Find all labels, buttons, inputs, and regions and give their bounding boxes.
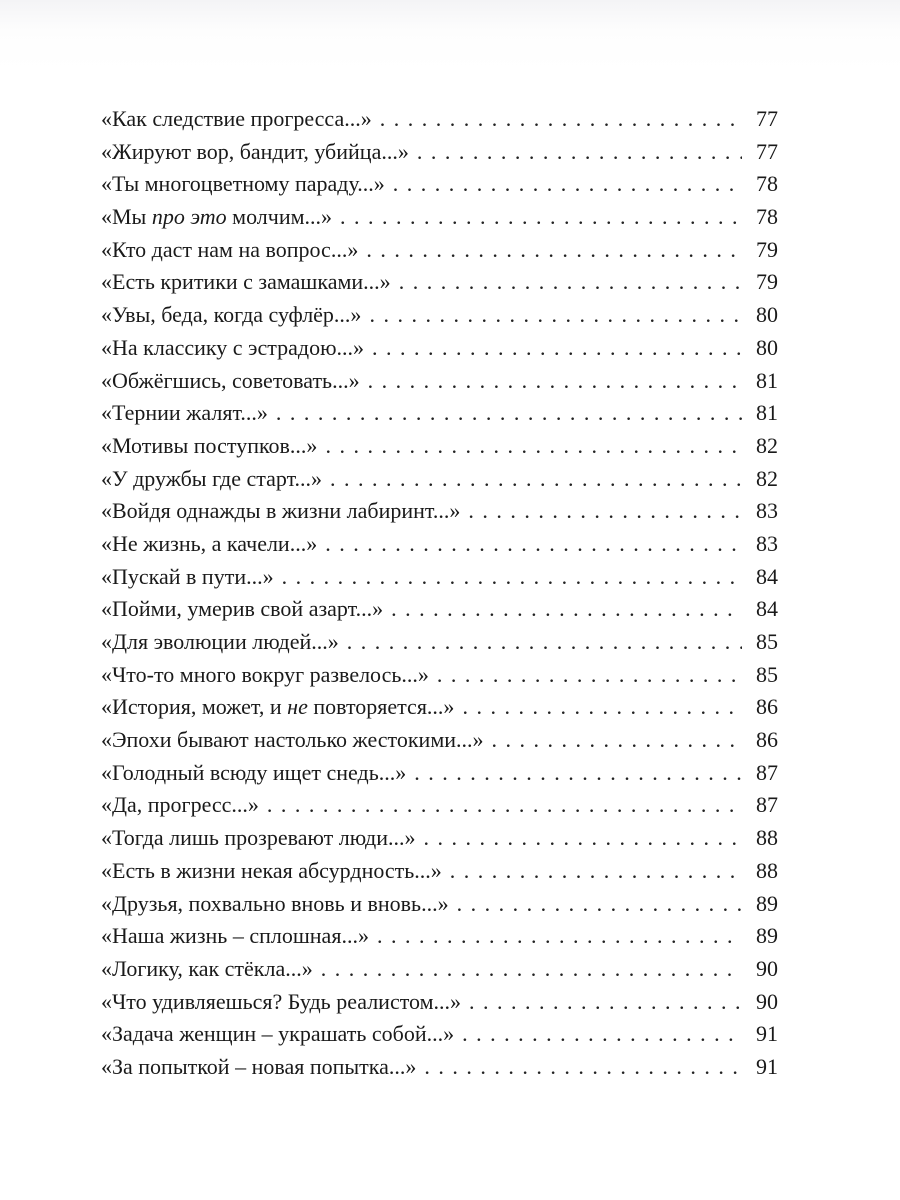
toc-entry-page: 79	[756, 236, 778, 262]
toc-title-part: молчим...»	[226, 204, 333, 230]
toc-entry-page: 89	[756, 890, 778, 916]
toc-entry-page: 87	[756, 759, 778, 785]
toc-entry-title: «Наша жизнь – сплошная...»	[101, 923, 369, 949]
toc-entry	[101, 593, 778, 626]
toc-leader-dots	[462, 691, 742, 724]
toc-entry-page: 84	[756, 596, 778, 622]
toc-entry	[101, 234, 778, 267]
toc-entry	[101, 397, 778, 430]
toc-entry-page: 85	[756, 629, 778, 654]
toc-entry-page: 90	[756, 955, 778, 981]
toc-entry	[101, 136, 778, 169]
toc-title-part: «История, может, и	[101, 694, 288, 720]
toc-leader-dots	[437, 659, 742, 692]
toc-entry-title: «У дружбы где старт...»	[101, 465, 323, 491]
toc-leader-dots	[267, 789, 742, 822]
toc-entry-title	[101, 201, 340, 234]
toc-entry	[101, 561, 778, 594]
toc-entry-title: «Войдя однажды в жизни лабиринт...»	[101, 498, 461, 524]
toc-entry-page: 83	[756, 530, 778, 556]
toc-entry-title: «Задача женщин – украшать собой...»	[101, 1021, 455, 1047]
toc-entry-title: «Есть критики с замашками...»	[101, 269, 391, 295]
toc-entry-title: «Да, прогресс...»	[101, 792, 259, 818]
toc-entry-title: «Мотивы поступков...»	[101, 432, 318, 458]
toc-entry-title: «Что-то много вокруг развелось...»	[101, 661, 429, 687]
toc-entry-page: 85	[756, 661, 778, 687]
toc-title-part: «Мы	[101, 204, 152, 230]
toc-entry	[101, 430, 778, 463]
toc-entry	[101, 789, 778, 822]
toc-entry	[101, 1018, 778, 1051]
toc-entry-page: 80	[756, 302, 778, 328]
toc-entry	[101, 724, 778, 757]
toc-title-emphasis: про это	[151, 204, 227, 230]
toc-entry-title: «Ты многоцветному параду...»	[101, 171, 385, 197]
toc-entry-title: «Тогда лишь прозревают люди...»	[101, 825, 416, 851]
toc-title-part: повторяется...»	[307, 694, 455, 720]
toc-entry	[101, 855, 778, 888]
toc-entry-page: 89	[756, 923, 778, 949]
toc-entry-title: «Голодный всюду ищет снедь...»	[101, 759, 407, 785]
toc-leader-dots	[377, 920, 742, 953]
toc-leader-dots	[369, 299, 742, 332]
toc-entry-page: 86	[756, 694, 778, 720]
toc-leader-dots	[340, 201, 742, 234]
toc-entry-title: «Пойми, умерив свой азарт...»	[101, 596, 384, 622]
toc-entry-title: «Пускай в пути...»	[101, 563, 274, 589]
toc-leader-dots	[372, 332, 742, 365]
toc-leader-dots	[492, 724, 742, 757]
toc-entry	[101, 986, 778, 1019]
toc-leader-dots	[368, 365, 742, 398]
toc-entry-page: 79	[756, 269, 778, 295]
toc-entry	[101, 168, 778, 201]
toc-entry-page: 77	[756, 106, 778, 131]
toc-entry	[101, 691, 778, 724]
toc-entry-page: 78	[756, 204, 778, 230]
toc-entry-page: 81	[756, 367, 778, 393]
toc-leader-dots	[282, 561, 742, 594]
toc-leader-dots	[347, 626, 742, 659]
toc-leader-dots	[330, 463, 742, 496]
toc-entry-title: «Эпохи бывают настолько жестокими...»	[101, 727, 484, 753]
toc-entry-title: «Для эволюции людей...»	[101, 629, 339, 654]
toc-leader-dots	[399, 266, 742, 299]
toc-entry-page: 80	[756, 334, 778, 360]
toc-entry-title	[101, 691, 462, 724]
toc-entry-title: «Логику, как стёкла...»	[101, 955, 313, 981]
toc-entry-page: 82	[756, 465, 778, 491]
toc-leader-dots	[417, 136, 742, 169]
toc-entry-title: «Есть в жизни некая абсурдность...»	[101, 857, 442, 883]
toc-entry	[101, 659, 778, 692]
toc-entry-page: 82	[756, 432, 778, 458]
toc-leader-dots	[468, 495, 742, 528]
table-of-contents	[101, 103, 778, 1084]
toc-entry	[101, 201, 778, 234]
toc-entry	[101, 953, 778, 986]
toc-leader-dots	[325, 528, 742, 561]
toc-entry-title: «Не жизнь, а качели...»	[101, 530, 318, 556]
toc-leader-dots	[462, 1018, 742, 1051]
toc-leader-dots	[414, 757, 742, 790]
toc-entry-page: 81	[756, 400, 778, 426]
toc-entry-page: 78	[756, 171, 778, 197]
toc-entry-title: «Обжёгшись, советовать...»	[101, 367, 360, 393]
toc-entry	[101, 528, 778, 561]
toc-entry-title: «Кто даст нам на вопрос...»	[101, 236, 359, 262]
toc-leader-dots	[424, 822, 742, 855]
toc-entry-page: 84	[756, 563, 778, 589]
toc-entry-page: 91	[756, 1053, 778, 1079]
toc-entry	[101, 1051, 778, 1084]
toc-leader-dots	[469, 986, 742, 1019]
toc-entry	[101, 266, 778, 299]
toc-entry	[101, 822, 778, 855]
toc-leader-dots	[325, 430, 742, 463]
toc-entry	[101, 888, 778, 921]
toc-entry-title: «Жируют вор, бандит, убийца...»	[101, 138, 409, 164]
toc-entry	[101, 365, 778, 398]
toc-leader-dots	[457, 888, 742, 921]
toc-leader-dots	[321, 953, 742, 986]
toc-entry	[101, 299, 778, 332]
toc-entry	[101, 626, 778, 659]
toc-entry-page: 88	[756, 825, 778, 851]
toc-entry	[101, 920, 778, 953]
toc-entry	[101, 332, 778, 365]
toc-entry-page: 88	[756, 857, 778, 883]
toc-entry-page: 90	[756, 988, 778, 1014]
toc-leader-dots	[276, 397, 742, 430]
toc-entry-title: «Как следствие прогресса...»	[101, 106, 372, 131]
toc-entry-title: «На классику с эстрадою...»	[101, 334, 365, 360]
toc-entry-page: 83	[756, 498, 778, 524]
toc-entry	[101, 757, 778, 790]
toc-leader-dots	[380, 103, 742, 136]
toc-entry-title: «Тернии жалят...»	[101, 400, 268, 426]
toc-leader-dots	[424, 1051, 742, 1084]
toc-entry-title: «Что удивляешься? Будь реалистом...»	[101, 988, 462, 1014]
toc-leader-dots	[393, 168, 742, 201]
toc-leader-dots	[450, 855, 742, 888]
toc-entry-page: 86	[756, 727, 778, 753]
toc-entry-title: «За попыткой – новая попытка...»	[101, 1053, 417, 1079]
toc-entry	[101, 103, 778, 136]
toc-entry	[101, 495, 778, 528]
toc-entry-page: 77	[756, 138, 778, 164]
toc-entry-title: «Друзья, похвально вновь и вновь...»	[101, 890, 449, 916]
toc-leader-dots	[391, 593, 742, 626]
toc-entry-page: 91	[756, 1021, 778, 1047]
toc-entry-page: 87	[756, 792, 778, 818]
toc-leader-dots	[366, 234, 742, 267]
toc-title-emphasis: не	[287, 694, 308, 720]
toc-entry	[101, 463, 778, 496]
toc-entry-title: «Увы, беда, когда суфлёр...»	[101, 302, 362, 328]
